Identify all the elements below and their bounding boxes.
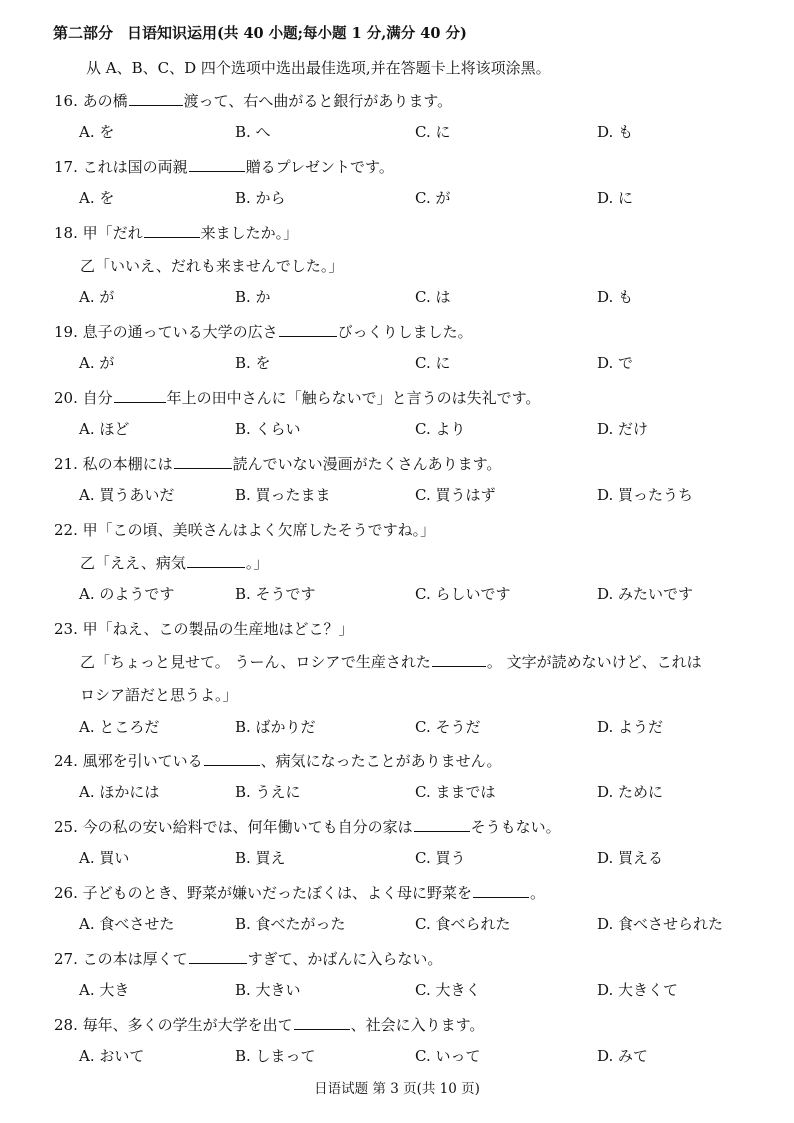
question-20-option-a: A. ほど: [79, 420, 130, 438]
answer-blank: [174, 454, 232, 469]
answer-blank: [114, 388, 166, 403]
question-17-option-b: B. から: [235, 189, 286, 207]
question-20-option-d: D. だけ: [597, 420, 649, 438]
question-text: 24. 風邪を引いている: [54, 752, 203, 770]
question-text: 、社会に入ります。: [350, 1016, 485, 1034]
question-17-option-c: C. が: [415, 189, 451, 207]
answer-blank: [432, 652, 486, 667]
question-27-option-b: B. 大きい: [235, 981, 301, 999]
question-17-option-d: D. に: [597, 189, 634, 207]
question-26-option-c: C. 食べられた: [415, 915, 511, 933]
question-23-line-2: [80, 652, 702, 672]
question-24-option-c: C. ままでは: [415, 783, 496, 801]
question-text: 読んでいない漫画がたくさんあります。: [232, 455, 502, 473]
question-18-option-c: C. は: [415, 288, 451, 306]
question-24-option-b: B. うえに: [235, 783, 301, 801]
question-21-option-d: D. 買ったうち: [597, 486, 694, 504]
section-title: 日语知识运用: [127, 24, 218, 42]
question-text: すぎて、かばんに入らない。: [247, 950, 443, 968]
question-19-option-b: B. を: [235, 354, 271, 372]
answer-blank: [189, 157, 245, 172]
answer-blank: [144, 223, 200, 238]
question-text: 18. 甲「だれ: [54, 224, 143, 242]
question-text: 乙「いいえ、だれも来ませんでした。」: [80, 257, 344, 275]
question-21-line-1: [54, 454, 501, 474]
answer-blank: [204, 751, 260, 766]
question-23-option-a: A. ところだ: [79, 718, 160, 736]
question-text: ロシア語だと思うよ。」: [80, 686, 238, 704]
question-23-line-1: [54, 619, 354, 639]
question-25-option-d: D. 買える: [597, 849, 664, 867]
question-20-line-1: [54, 388, 540, 408]
question-text: 22. 甲「この頃、美咲さんはよく欠席したそうですね。」: [54, 521, 436, 539]
question-24-option-d: D. ために: [597, 783, 664, 801]
question-28-option-a: A. おいて: [79, 1047, 145, 1065]
question-16-line-1: [54, 91, 452, 111]
question-27-line-1: [54, 949, 442, 969]
question-text: 25. 今の私の安い給料では、何年働いても自分の家は: [54, 818, 413, 836]
section-part: 第二部分: [53, 24, 114, 42]
question-text: 17. これは国の両親: [54, 158, 188, 176]
question-text: 年上の田中さんに「触らないで」と言うのは失礼です。: [166, 389, 541, 407]
question-26-option-d: D. 食べさせられた: [597, 915, 724, 933]
question-text: 19. 息子の通っている大学の広さ: [54, 323, 278, 341]
answer-blank: [187, 553, 245, 568]
question-22-option-d: D. みたいです: [597, 585, 694, 603]
question-24-option-a: A. ほかには: [79, 783, 160, 801]
question-17-line-1: [54, 157, 394, 177]
question-18-option-a: A. が: [79, 288, 115, 306]
answer-blank: [294, 1015, 350, 1030]
question-text: 28. 毎年、多くの学生が大学を出て: [54, 1016, 293, 1034]
question-18-line-2: [80, 256, 343, 276]
question-18-option-b: B. か: [235, 288, 271, 306]
question-19-option-a: A. が: [79, 354, 115, 372]
question-27-option-a: A. 大き: [79, 981, 130, 999]
section-instruction: 从 A、B、C、D 四个选项中选出最佳选项,并在答题卡上将该项涂黑。: [86, 59, 551, 77]
question-19-line-1: [54, 322, 473, 342]
question-26-option-b: B. 食べたがった: [235, 915, 346, 933]
question-21-option-c: C. 買うはず: [415, 486, 496, 504]
question-text: 。: [530, 884, 546, 902]
answer-blank: [189, 949, 247, 964]
question-text: 26. 子どものとき、野菜が嫌いだったぼくは、よく母に野菜を: [54, 884, 473, 902]
section-header: [53, 22, 467, 43]
question-text: 。 文字が読めないけど、これは: [486, 653, 702, 671]
question-24-line-1: [54, 751, 502, 771]
question-21-option-b: B. 買ったまま: [235, 486, 331, 504]
question-28-option-d: D. みて: [597, 1047, 649, 1065]
question-22-option-b: B. そうです: [235, 585, 316, 603]
page-footer: 日语试题 第 3 页(共 10 页): [314, 1081, 480, 1097]
question-16-option-a: A. を: [79, 123, 115, 141]
question-text: そうもない。: [470, 818, 561, 836]
question-20-option-b: B. くらい: [235, 420, 301, 438]
question-text: 27. この本は厚くて: [54, 950, 188, 968]
question-22-line-1: [54, 520, 435, 540]
question-28-line-1: [54, 1015, 484, 1035]
question-18-line-1: [54, 223, 298, 243]
question-25-option-c: C. 買う: [415, 849, 466, 867]
question-21-option-a: A. 買うあいだ: [79, 486, 175, 504]
question-28-option-b: B. しまって: [235, 1047, 316, 1065]
question-20-option-c: C. より: [415, 420, 466, 438]
answer-blank: [414, 817, 470, 832]
question-25-line-1: [54, 817, 561, 837]
answer-blank: [129, 91, 183, 106]
question-22-line-2: [80, 553, 268, 573]
question-19-option-c: C. に: [415, 354, 451, 372]
question-text: 、病気になったことがありません。: [260, 752, 502, 770]
question-text: 20. 自分: [54, 389, 113, 407]
question-18-option-d: D. も: [597, 288, 634, 306]
question-text: 。」: [245, 554, 269, 572]
answer-blank: [473, 883, 529, 898]
question-text: 来ましたか。」: [200, 224, 299, 242]
question-text: 渡って、右へ曲がると銀行があります。: [183, 92, 453, 110]
question-25-option-b: B. 買え: [235, 849, 286, 867]
question-23-option-d: D. ようだ: [597, 718, 664, 736]
question-16-option-d: D. も: [597, 123, 634, 141]
section-note: (共 40 小题;每小题 1 分,满分 40 分): [217, 25, 467, 42]
answer-blank: [279, 322, 337, 337]
question-23-option-c: C. そうだ: [415, 718, 481, 736]
question-text: 21. 私の本棚には: [54, 455, 173, 473]
question-text: 16. あの橋: [54, 92, 128, 110]
question-text: びっくりしました。: [337, 323, 473, 341]
question-22-option-c: C. らしいです: [415, 585, 511, 603]
question-26-option-a: A. 食べさせた: [79, 915, 175, 933]
question-text: 23. 甲「ねえ、この製品の生産地はどこ？」: [54, 620, 354, 638]
question-text: 乙「ちょっと見せて。 うーん、ロシアで生産された: [80, 653, 431, 671]
question-23-line-3: [80, 685, 238, 705]
question-26-line-1: [54, 883, 545, 903]
question-text: 贈るプレゼントです。: [245, 158, 394, 176]
question-text: 乙「ええ、病気: [80, 554, 186, 572]
question-27-option-d: D. 大きくて: [597, 981, 679, 999]
question-27-option-c: C. 大きく: [415, 981, 481, 999]
question-23-option-b: B. ばかりだ: [235, 718, 316, 736]
question-16-option-c: C. に: [415, 123, 451, 141]
question-22-option-a: A. のようです: [79, 585, 175, 603]
question-16-option-b: B. へ: [235, 123, 271, 141]
question-28-option-c: C. いって: [415, 1047, 481, 1065]
question-25-option-a: A. 買い: [79, 849, 130, 867]
question-17-option-a: A. を: [79, 189, 115, 207]
question-19-option-d: D. で: [597, 354, 634, 372]
